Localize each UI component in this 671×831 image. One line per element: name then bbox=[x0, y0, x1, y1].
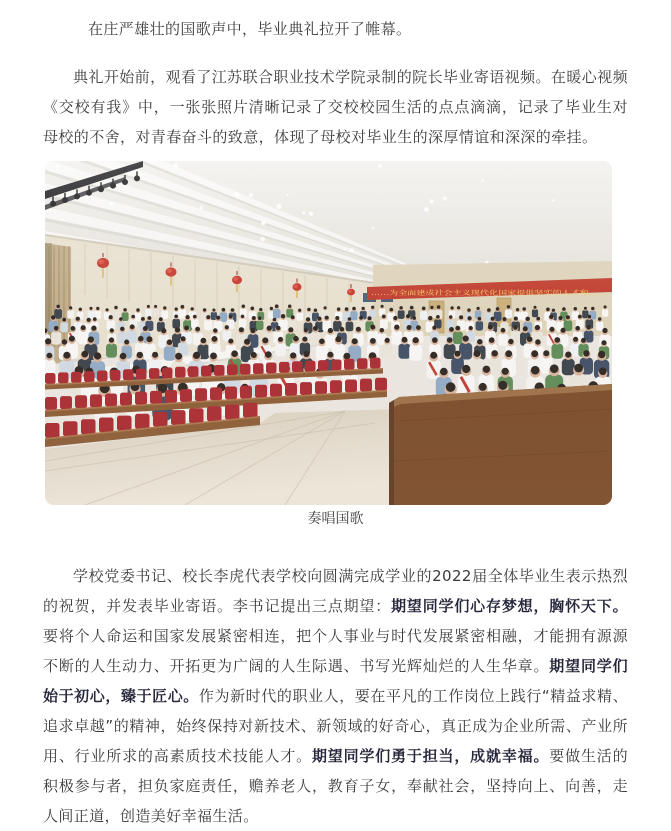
p3-text-4: 要做生活的积极参与者，担负家庭责任，赡养老人，教育子女，奉献社会，坚持向上、向善，走人间正道，创造美好幸福生活。 bbox=[43, 747, 628, 825]
p3-bold-hope-1: 期望同学们心存梦想，胸怀天下。 bbox=[391, 597, 628, 615]
p3-text-2: 要将个人命运和国家发展紧密相连，把个人事业与时代发展紧密相融，才能拥有源源不断的人生动力、开拓更为广阔的人生际遇、书写光辉灿烂的人生华章。 bbox=[43, 627, 628, 675]
paragraph-2: 典礼开始前，观看了江苏联合职业技术学院录制的院长毕业寄语视频。在暖心视频《交校有我》中，一张张照片清晰记录了交校校园生活的点点滴滴，记录了毕业生对母校的不舍，对青春奋斗的致意，体现了母校对毕业生的深厚情谊和深深的牵挂。 bbox=[43, 68, 628, 146]
p3-bold-hope-2: 期望同学们始于初心，臻于匠心。 bbox=[43, 657, 628, 705]
p3-text-1: 学校党委书记、校长李虎代表学校向圆满完成学业的2022届全体毕业生表示热烈的祝贺，并发表毕业寄语。李书记提出三点期望： bbox=[43, 567, 628, 615]
p3-bold-hope-3: 期望同学们勇于担当，成就幸福。 bbox=[311, 747, 550, 765]
paragraph-1: 在庄严雄壮的国歌声中，毕业典礼拉开了帷幕。 bbox=[88, 20, 412, 38]
photo-haze bbox=[45, 161, 612, 505]
ceremony-photo[interactable] bbox=[45, 161, 612, 505]
paragraph-3 bbox=[43, 561, 628, 831]
auditorium-scene bbox=[45, 161, 612, 505]
photo-caption: 奏唱国歌 bbox=[307, 511, 364, 527]
p3-text-3: 作为新时代的职业人，要在平凡的工作岗位上践行“精益求精、追求卓越”的精神，始终保持对新技术、新领域的好奇心，真正成为企业所需、产业所用、行业所求的高素质技术技能人才。 bbox=[43, 687, 628, 765]
